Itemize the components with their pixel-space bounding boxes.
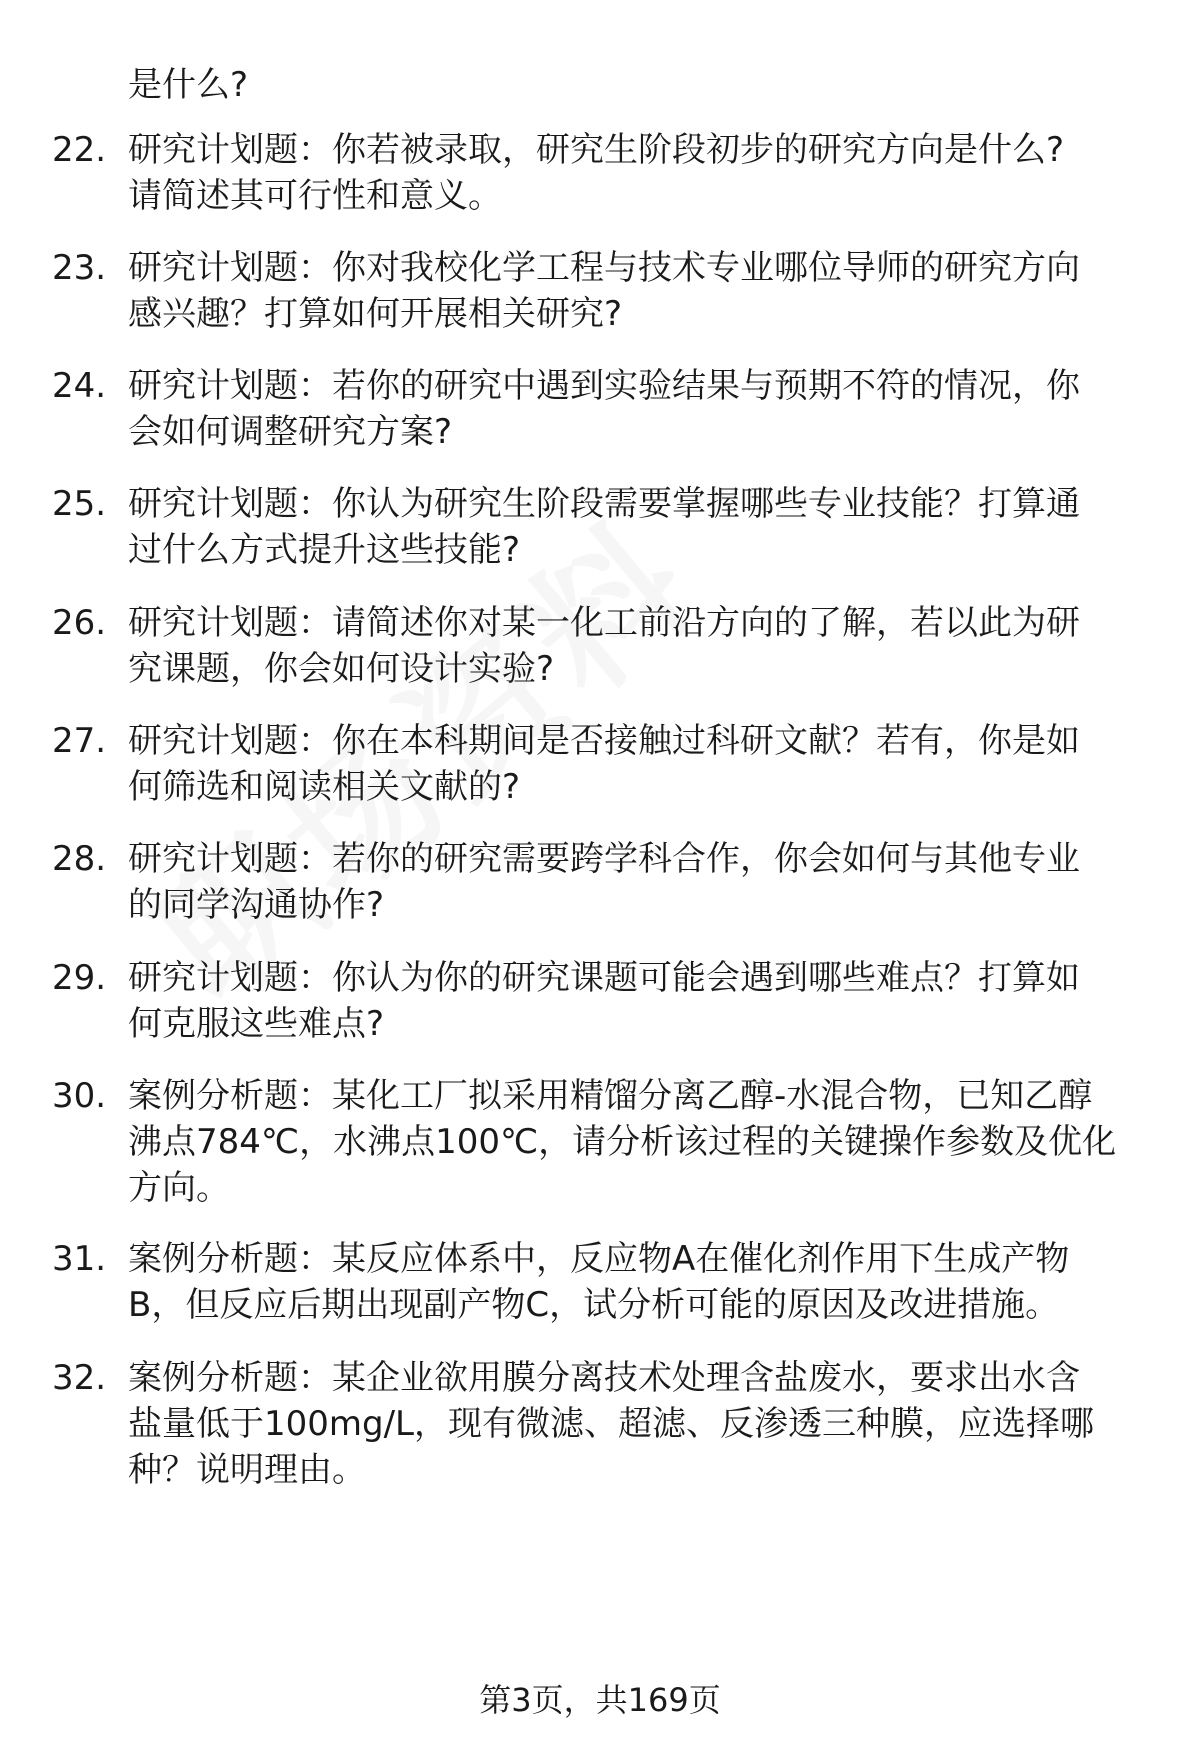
question-text-line: 研究计划题：若你的研究中遇到实验结果与预期不符的情况，你 [128, 366, 1080, 406]
question-text-line: 种？说明理由。 [128, 1450, 366, 1490]
question-text-line: 案例分析题：某反应体系中，反应物A在催化剂作用下生成产物 [128, 1239, 1070, 1279]
question-number: 24. [52, 366, 107, 406]
question-text-line: 研究计划题：若你的研究需要跨学科合作，你会如何与其他专业 [128, 839, 1080, 879]
question-text-line: 研究计划题：请简述你对某一化工前沿方向的了解，若以此为研 [128, 603, 1080, 643]
question-text-line: 盐量低于100mg/L，现有微滤、超滤、反渗透三种膜，应选择哪 [128, 1404, 1094, 1444]
question-text-line: 研究计划题：你认为研究生阶段需要掌握哪些专业技能？打算通 [128, 484, 1080, 524]
question-number: 26. [52, 603, 107, 643]
question-text-line: 过什么方式提升这些技能? [128, 530, 521, 570]
question-number: 25. [52, 484, 107, 524]
question-number: 30. [52, 1076, 107, 1116]
question-text-line: 研究计划题：你若被录取，研究生阶段初步的研究方向是什么? [128, 130, 1065, 170]
question-text-line: 究课题，你会如何设计实验? [128, 649, 555, 689]
question-text-line: 研究计划题：你认为你的研究课题可能会遇到哪些难点？打算如 [128, 958, 1080, 998]
question-number: 32. [52, 1358, 107, 1398]
question-text-line: 的同学沟通协作? [128, 885, 385, 925]
question-number: 23. [52, 248, 107, 288]
question-text-line: 请简述其可行性和意义。 [128, 176, 502, 216]
question-text-line: 会如何调整研究方案? [128, 412, 453, 452]
question-number: 31. [52, 1239, 107, 1279]
question-text-line: 案例分析题：某化工厂拟采用精馏分离乙醇-水混合物，已知乙醇 [128, 1076, 1093, 1116]
question-text-line: 何筛选和阅读相关文献的? [128, 767, 521, 807]
question-text-line: 研究计划题：你对我校化学工程与技术专业哪位导师的研究方向 [128, 248, 1080, 288]
question-text-line: 何克服这些难点? [128, 1004, 385, 1044]
question-text-line: 沸点784℃，水沸点100℃，请分析该过程的关键操作参数及优化 [128, 1122, 1117, 1162]
question-text-line: B，但反应后期出现副产物C，试分析可能的原因及改进措施。 [128, 1285, 1060, 1325]
question-number: 27. [52, 721, 107, 761]
question-text-line: 方向。 [128, 1168, 230, 1208]
question-number: 22. [52, 130, 107, 170]
question-text-line: 感兴趣？打算如何开展相关研究? [128, 294, 623, 334]
question-text-line: 案例分析题：某企业欲用膜分离技术处理含盐废水，要求出水含 [128, 1358, 1080, 1398]
question-number: 28. [52, 839, 107, 879]
previous-question-continuation: 是什么? [128, 65, 249, 105]
question-text-line: 研究计划题：你在本科期间是否接触过科研文献？若有，你是如 [128, 721, 1080, 761]
question-number: 29. [52, 958, 107, 998]
page-footer: 第3页，共169页 [479, 1681, 721, 1719]
